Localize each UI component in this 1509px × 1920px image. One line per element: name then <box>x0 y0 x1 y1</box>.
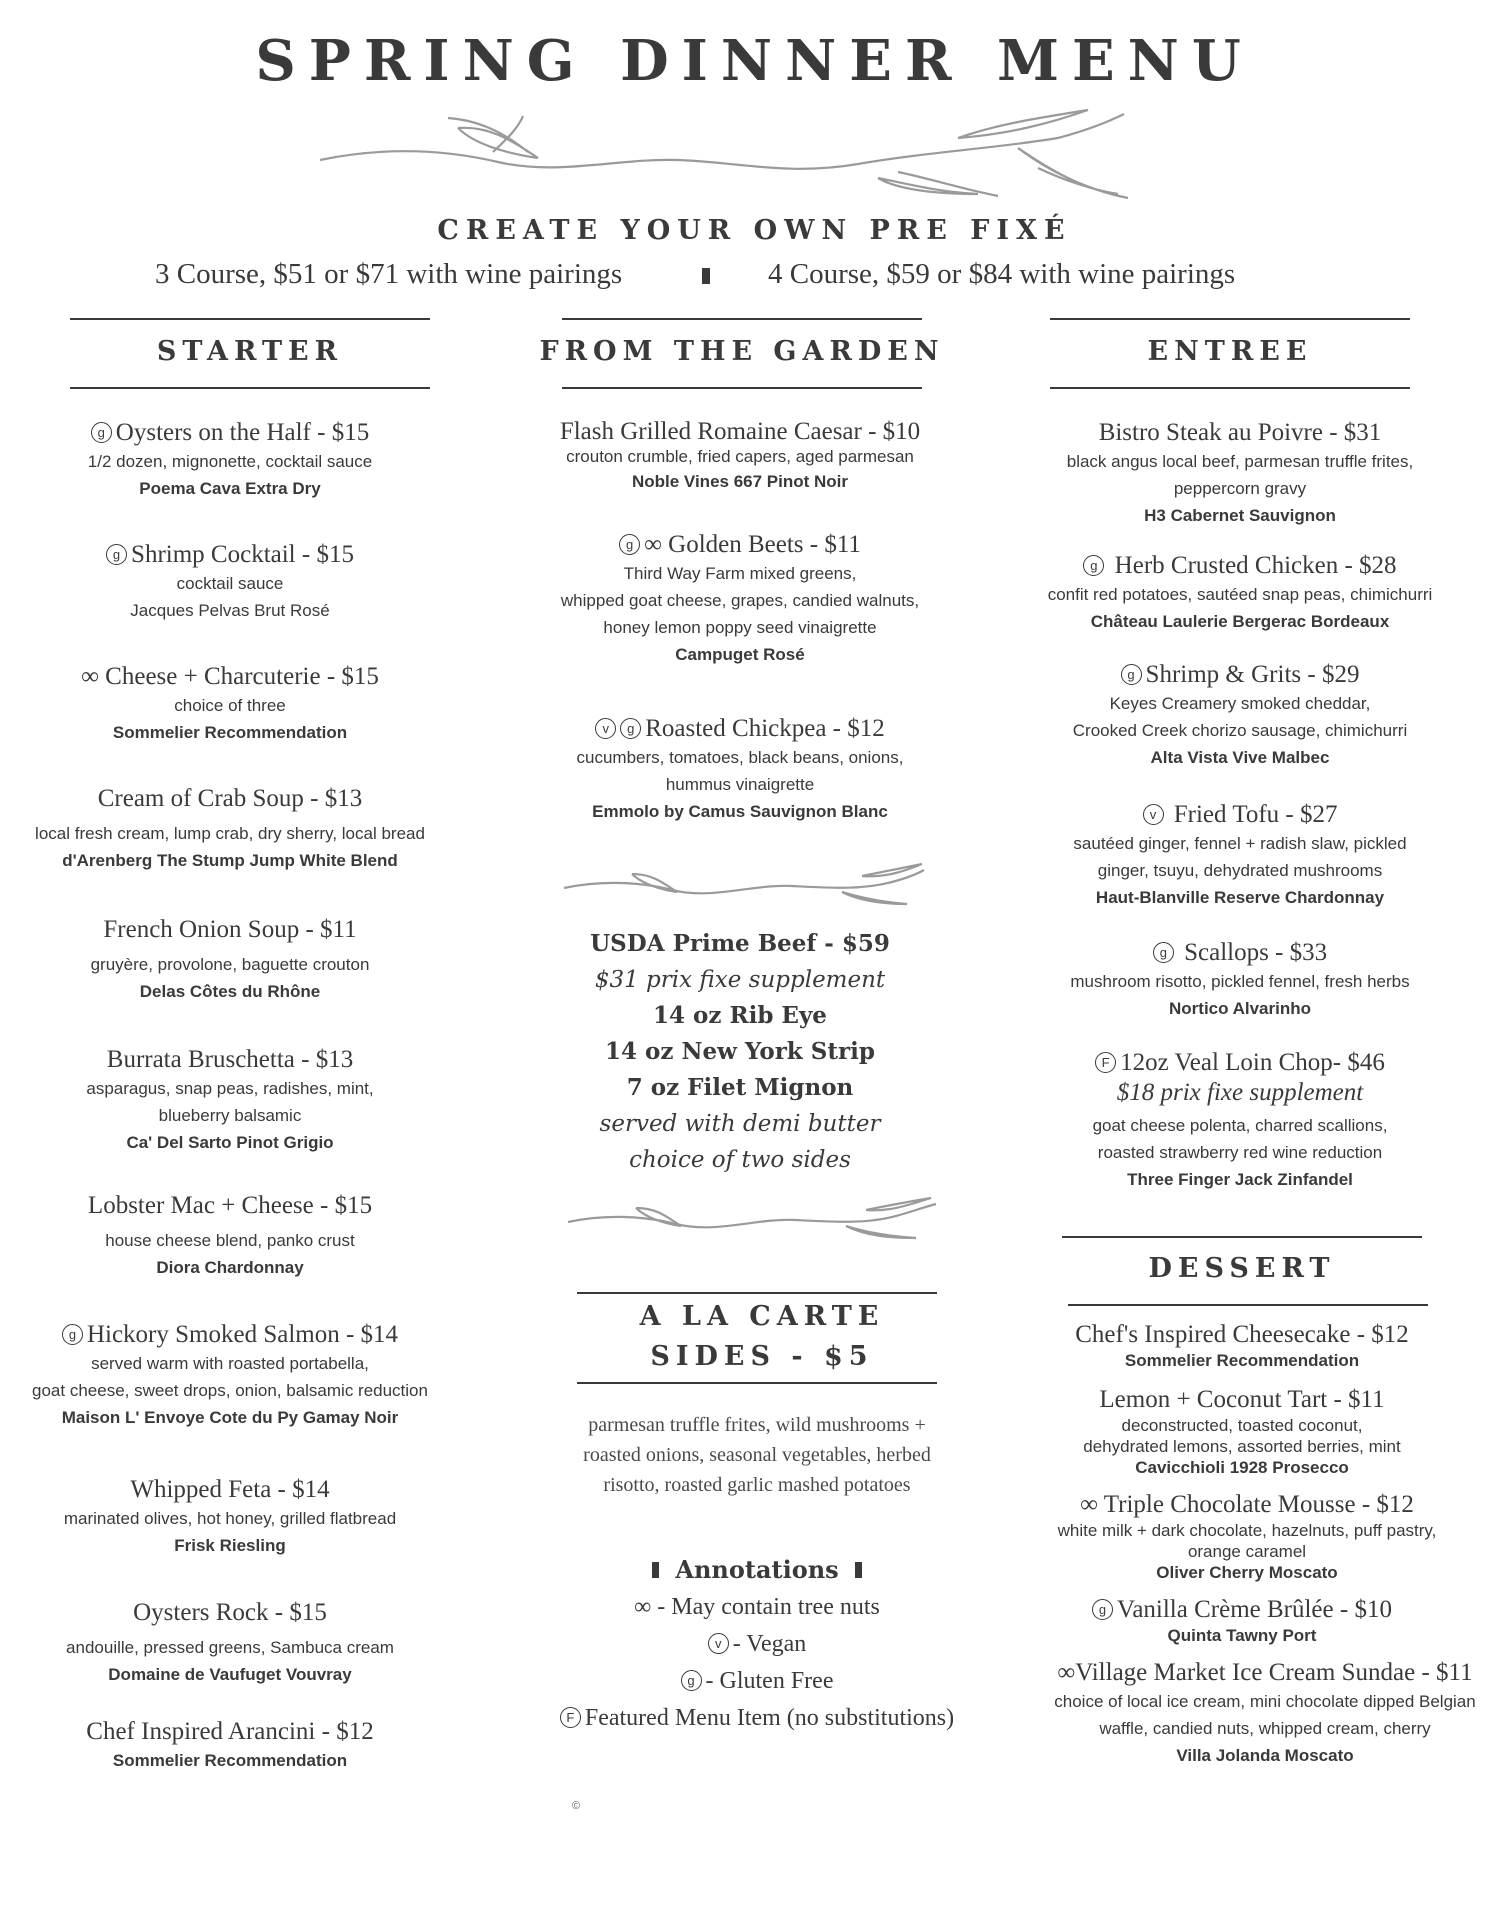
infinity-symbol: ∞ <box>81 663 99 690</box>
dessert-item-chocolate-mousse: ∞ Triple Chocolate Mousse - $12 white milk + dark chocolate, hazelnuts, puff pastry, orange caramel Oliver Cherry Moscato <box>1057 1491 1437 1582</box>
menu-title: SPRING DINNER MENU <box>255 28 1254 94</box>
g-circle-icon: g <box>1083 555 1104 576</box>
v-circle-icon: v <box>708 1633 729 1654</box>
garden-heading: FROM THE GARDEN <box>539 336 945 367</box>
separator-mark <box>652 1562 659 1578</box>
dessert-item-ice-cream-sundae: ∞Village Market Ice Cream Sundae - $11 choice of local ice cream, mini chocolate dipped Belgian waffle, candied nuts, whipped cream, cherry Villa Jolanda Moscato <box>1054 1659 1476 1765</box>
dessert-item-lemon-tart: Lemon + Coconut Tart - $11 deconstructed, toasted coconut, dehydrated lemons, assorted berries, mint Cavicchioli 1928 Prosecco <box>1083 1386 1401 1477</box>
prefixe-heading: CREATE YOUR OWN PRE FIXÉ <box>437 215 1072 246</box>
g-circle-icon: g <box>106 544 127 565</box>
sides-list: parmesan truffle frites, wild mushrooms + roasted onions, seasonal vegetables, herbed risotto, roasted garlic mashed potatoes <box>583 1414 931 1496</box>
starter-item-shrimp-cocktail: g Shrimp Cocktail - $15 cocktail sauce Jacques Pelvas Brut Rosé <box>0 540 460 624</box>
g-circle-icon: g <box>1153 942 1174 963</box>
g-circle-icon: g <box>619 534 640 555</box>
starter-item-cheese-charcuterie: ∞ Cheese + Charcuterie - $15 choice of three Sommelier Recommendation <box>81 663 379 742</box>
v-circle-icon: v <box>1143 804 1164 825</box>
entree-item-shrimp-grits: g Shrimp & Grits - $29 Keyes Creamery smoked cheddar, Crooked Creek chorizo sausage, chimichurri Alta Vista Vive Malbec <box>1072 661 1408 767</box>
starter-rule-top <box>70 318 430 320</box>
starter-item-oysters-half: g Oysters on the Half - $15 1/2 dozen, mignonette, cocktail sauce Poema Cava Extra Dry <box>87 419 373 498</box>
separator-mark <box>855 1562 862 1578</box>
entree-item-fried-tofu: v Fried Tofu - $27 sautéed ginger, fennel + radish slaw, pickled ginger, tsuyu, dehydrated mushrooms Haut-Blanville Reserve Chardonnay <box>1073 801 1407 907</box>
annotation-featured: F Featured Menu Item (no substitutions) <box>520 1705 994 1732</box>
g-circle-icon: g <box>1092 1599 1113 1620</box>
prefixe-4-course: 4 Course, $59 or $84 with wine pairings <box>768 258 1236 290</box>
entree-heading: ENTREE <box>1147 336 1313 367</box>
sides-rule-top <box>577 1292 937 1294</box>
garden-item-caesar: Flash Grilled Romaine Caesar - $10 crouton crumble, fried capers, aged parmesan Noble Vines 667 Pinot Noir <box>559 418 921 491</box>
dessert-rule-bottom <box>1068 1304 1428 1306</box>
starter-heading: STARTER <box>156 336 344 367</box>
garden-rule-bottom <box>562 387 922 389</box>
starter-item-lobster-mac: Lobster Mac + Cheese - $15 house cheese blend, panko crust Diora Chardonnay <box>87 1192 373 1277</box>
entree-item-steak: Bistro Steak au Poivre - $31 black angus local beef, parmesan truffle frites, peppercorn gravy H3 Cabernet Sauvignon <box>1066 419 1414 525</box>
entree-item-scallops: g Scallops - $33 mushroom risotto, pickled fennel, fresh herbs Nortico Alvarinho <box>1070 939 1410 1018</box>
entree-rule-bottom <box>1050 387 1410 389</box>
g-circle-icon: g <box>620 718 641 739</box>
dessert-item-creme-brulee: g Vanilla Crème Brûlée - $10 Quinta Tawny Port <box>1012 1595 1472 1647</box>
starter-item-smoked-salmon: g Hickory Smoked Salmon - $14 served warm with roasted portabella, goat cheese, sweet drops, onion, balsamic reduction Maison L' Envoye Cote du Py Gamay Noir <box>32 1321 428 1427</box>
sides-rule-bottom <box>577 1382 937 1384</box>
entree-rule-top <box>1050 318 1410 320</box>
infinity-symbol: ∞ <box>1080 1491 1098 1518</box>
g-circle-icon: g <box>681 1670 702 1691</box>
copyright-mark: © <box>572 1800 581 1812</box>
annotations-heading: Annotations <box>520 1555 994 1584</box>
infinity-symbol: ∞ <box>644 531 662 558</box>
garden-rule-top <box>562 318 922 320</box>
garden-item-golden-beets: g ∞ Golden Beets - $11 Third Way Farm mixed greens, whipped goat cheese, grapes, candied walnuts, honey lemon poppy seed vinaigrette Campuget Rosé <box>560 531 920 664</box>
f-circle-icon: F <box>1095 1052 1116 1073</box>
v-circle-icon: v <box>595 718 616 739</box>
garden-item-roasted-chickpea: v g Roasted Chickpea - $12 cucumbers, tomatoes, black beans, onions, hummus vinaigrette Emmolo by Camus Sauvignon Blanc <box>576 715 904 821</box>
vine-ornament-small-icon <box>562 862 932 910</box>
sides-heading: A LA CARTE SIDES - $5 <box>639 1301 885 1372</box>
starter-item-crab-soup: Cream of Crab Soup - $13 local fresh cream, lump crab, dry sherry, local bread d'Arenberg The Stump Jump White Blend <box>35 785 425 870</box>
starter-rule-bottom <box>70 387 430 389</box>
dessert-heading: DESSERT <box>1148 1253 1336 1284</box>
entree-item-chicken: g Herb Crusted Chicken - $28 confit red potatoes, sautéed snap peas, chimichurri Château Laulerie Bergerac Bordeaux <box>1047 552 1433 631</box>
f-circle-icon: F <box>560 1707 581 1728</box>
prefixe-3-course: 3 Course, $51 or $71 with wine pairings <box>155 258 623 290</box>
vine-ornament-small-icon <box>566 1196 946 1244</box>
prime-beef-section: USDA Prime Beef - $59 $31 prix fixe supplement 14 oz Rib Eye 14 oz New York Strip 7 oz Filet Mignon served with demi butter choice of two sides <box>590 930 890 1173</box>
starter-item-oysters-rock: Oysters Rock - $15 andouille, pressed greens, Sambuca cream Domaine de Vaufuget Vouvray <box>66 1599 394 1684</box>
g-circle-icon: g <box>1121 664 1142 685</box>
infinity-symbol: ∞ <box>634 1594 652 1620</box>
annotation-tree-nuts: ∞ - May contain tree nuts <box>634 1594 880 1620</box>
dessert-rule-top <box>1062 1236 1422 1238</box>
entree-item-veal-chop: F 12oz Veal Loin Chop- $46 $18 prix fixe supplement goat cheese polenta, charred scallions, roasted strawberry red wine reduction Three Finger Jack Zinfandel <box>1092 1049 1388 1189</box>
dessert-item-cheesecake: Chef's Inspired Cheesecake - $12 Sommelier Recommendation <box>1075 1321 1409 1370</box>
starter-item-burrata: Burrata Bruschetta - $13 asparagus, snap peas, radishes, mint, blueberry balsamic Ca' Del Sarto Pinot Grigio <box>86 1046 374 1152</box>
separator-mark <box>702 268 710 284</box>
annotation-vegan: v - Vegan <box>520 1631 994 1658</box>
infinity-symbol: ∞ <box>1057 1659 1076 1686</box>
annotation-gluten-free: g - Gluten Free <box>520 1668 994 1695</box>
starter-item-arancini: Chef Inspired Arancini - $12 Sommelier Recommendation <box>86 1718 374 1770</box>
starter-item-french-onion: French Onion Soup - $11 gruyère, provolone, baguette crouton Delas Côtes du Rhône <box>90 916 370 1001</box>
g-circle-icon: g <box>62 1324 83 1345</box>
vine-ornament-icon <box>318 108 1138 204</box>
starter-item-whipped-feta: Whipped Feta - $14 marinated olives, hot honey, grilled flatbread Frisk Riesling <box>63 1476 397 1555</box>
g-circle-icon: g <box>91 422 112 443</box>
